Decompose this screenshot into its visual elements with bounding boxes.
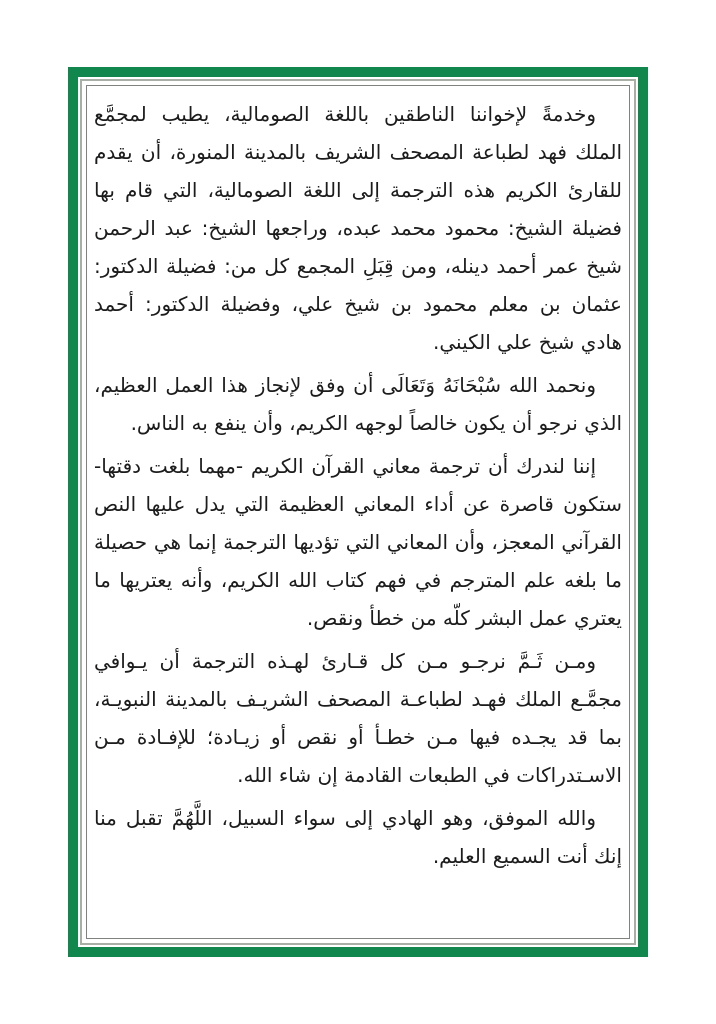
- decorative-inner-rule: [86, 85, 630, 939]
- paragraph-praise: ونحمد الله سُبْحَانَهُ وَتَعَالَى أن وفق لإنجاز هذا العمل العظيم، الذي نرجو أن يكون خالصاً لوجهه الكريم، وأن ينفع به الناس.: [94, 373, 622, 435]
- arabic-text-body: [94, 95, 622, 875]
- paragraph-acknowledgement: وخدمةً لإخواننا الناطقين باللغة الصومالية، يطيب لمجمَّع الملك فهد لطباعة المصحف الشريف بالمدينة المنورة، أن يقدم للقارئ الكريم هذه الترجمة إلى اللغة الصومالية، التي قام بها فضيلة الشيخ: محمود محمد عبده، وراجعها الشيخ: عبد الرحمن شيخ عمر أحمد دينله، ومن قِبَلِ المجمع كل من: فضيلة الدكتور: عثمان بن معلم محمود بن شيخ علي، وفضيلة الدكتور: أحمد هادي شيخ علي الكيني.: [94, 102, 622, 354]
- paragraph-translation-limitations: إننا لندرك أن ترجمة معاني القرآن الكريم -مهما بلغت دقتها- ستكون قاصرة عن أداء المعاني العظيمة التي يدل عليها النص القرآني المعجز، وأن المعاني التي تؤديها الترجمة إنما هي حصيلة ما بلغه علم المترجم في فهم كتاب الله الكريم، وأنه يعتريها ما يعتري عمل البشر كلّه من خطأ ونقص.: [94, 454, 622, 630]
- decorative-mid-rule: [80, 79, 636, 945]
- decorative-green-border: [68, 67, 648, 957]
- paragraph-closing-prayer: والله الموفق، وهو الهادي إلى سواء السبيل، اللَّهُمَّ تقبل منا إنك أنت السميع العليم.: [94, 806, 622, 868]
- paragraph-feedback-request: ومـن ثَـمَّ نرجـو مـن كل قـارئ لهـذه الترجمة أن يـوافي مجمَّـع الملك فهـد لطباعـة المصحف الشريـف بالمدينة النبويـة، بما قد يجـده فيها مـن خطـأ أو نقص أو زيـادة؛ للإفـادة مـن الاسـتدراكات في الطبعات القادمة إن شاء الله.: [94, 649, 622, 787]
